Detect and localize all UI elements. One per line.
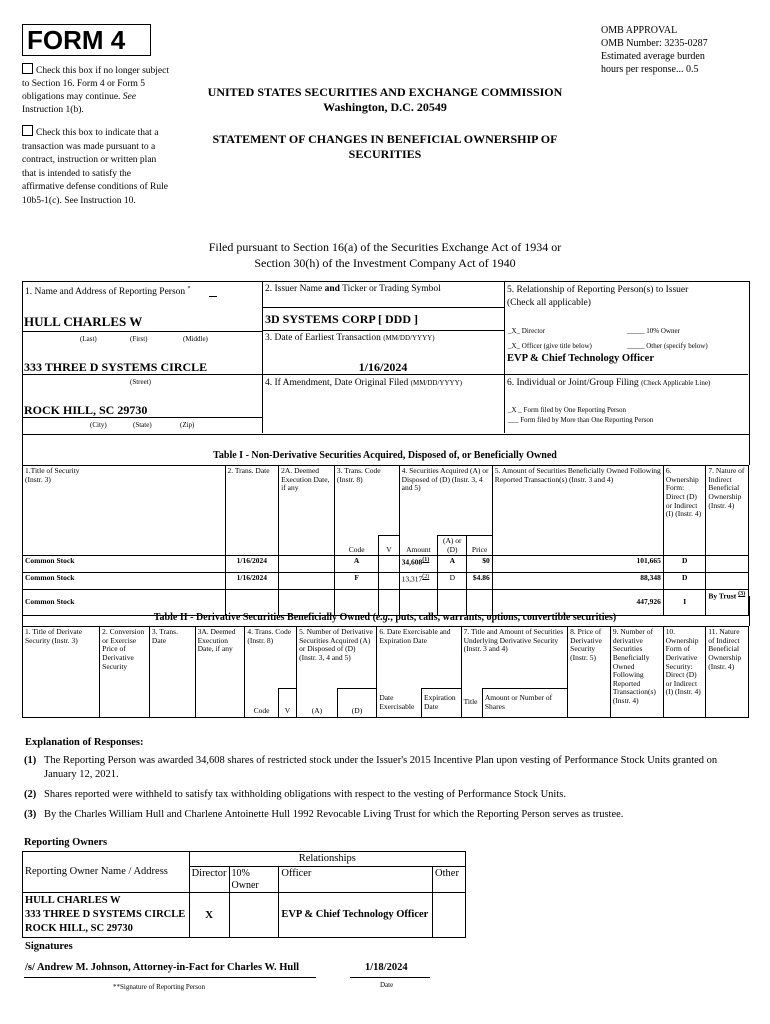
table1: [22, 465, 749, 616]
t2-sub-expiration: Expiration Date: [421, 689, 461, 718]
label-city: (City): [90, 421, 107, 429]
box5-label-1: 5. Relationship of Reporting Person(s) to Issuer: [507, 285, 689, 295]
footnote-3-link[interactable]: (3): [738, 591, 746, 598]
t1-header-securities: 4. Securities Acquired (A) or Disposed of (D) (Instr. 3, 4 and 5): [399, 466, 492, 536]
footnote-1-number: (1): [24, 755, 37, 766]
owner-ten-percent: [229, 893, 279, 938]
t2-header-deemed: 3A. Deemed Execution Date, if any: [195, 627, 245, 718]
owners-col-relationships: Relationships: [189, 852, 465, 867]
box3-format: (MM/DD/YYYY): [383, 334, 435, 342]
footnote-1-text: The Reporting Person was awarded 34,608 shares of restricted stock under the Issuer's 2015 Incentive Plan upon vesting of Performance Stock Units granted on January 12, 2021.: [44, 755, 718, 780]
t2-header-conversion: 2. Conversion or Exercise Price of Derivative Security: [100, 627, 150, 718]
signer-name: /s/ Andrew M. Johnson, Attorney-in-Fact for Charles W. Hull: [25, 962, 300, 973]
signatures-heading: Signatures: [25, 941, 73, 952]
row2-date: 1/16/2024: [225, 573, 279, 590]
table1-title: Table I - Non-Derivative Securities Acquired, Disposed of, or Beneficially Owned: [213, 450, 557, 461]
box2-label-post: Ticker or Trading Symbol: [342, 284, 441, 294]
reporting-owners-heading: Reporting Owners: [24, 837, 108, 848]
footnote-3: [24, 808, 744, 822]
statement-heading: [180, 132, 590, 162]
one-reporting-person-option[interactable]: _X _ Form filed by One Reporting Person: [508, 406, 627, 414]
filed-line-2: Section 30(h) of the Investment Company Act of 1940: [254, 256, 516, 270]
row3-owned: 447,926: [492, 590, 663, 616]
t2-header-date: 3. Trans. Date: [149, 627, 195, 718]
owner-other: [433, 893, 466, 938]
officer-checkbox[interactable]: _X_ Officer (give title below): [508, 342, 592, 350]
row1-ad: A: [438, 556, 467, 573]
footnote-2-text: Shares reported were withheld to satisfy tax withholding obligations with respect to the vesting of Performance Stock Units.: [44, 789, 566, 800]
omb-approval: [601, 24, 708, 76]
row1-code: A: [334, 556, 379, 573]
row3-nature: By Trust $^{(3)}$: [706, 590, 749, 616]
rule10b5-label: Check this box to indicate that a transaction was made pursuant to a contract, instruction or written plan that is intended to satisfy the affirmative defense conditions of Rule 10b5-1(c). See Instruction 10.: [22, 128, 168, 206]
t2-header-exercisable: 6. Date Exercisable and Expiration Date: [377, 627, 461, 689]
footnote-3-text: By the Charles William Hull and Charlene Antoinette Hull 1992 Revocable Living Trust for which the Reporting Person serves as trustee.: [44, 809, 624, 820]
t2-sub-title: Title: [461, 689, 482, 718]
row2-owned: 88,348: [492, 573, 663, 590]
t1-header-ownership-form: 6. Ownership Form: Direct (D) or Indirect (I) (Instr. 4): [663, 466, 706, 556]
row3-form: I: [663, 590, 706, 616]
earliest-transaction-date: 1/16/2024: [358, 360, 408, 374]
reporting-person-city-state: ROCK HILL, SC 29730: [24, 403, 148, 417]
row1-title: Common Stock: [23, 556, 226, 573]
table2-title-em: e.g.: [375, 612, 391, 623]
explanation-notes: [24, 754, 744, 822]
officer-title: EVP & Chief Technology Officer: [507, 353, 654, 364]
section16-label: Check this box if no longer subject to Section 16. Form 4 or Form 5 obligations may continue.: [22, 66, 169, 102]
t2-header-nature: 11. Nature of Indirect Beneficial Ownership (Instr. 4): [706, 627, 749, 718]
signature-date: 1/18/2024: [365, 962, 408, 973]
table-row: [23, 573, 749, 590]
box6-label-small: (Check Applicable Line): [641, 379, 711, 387]
t2-header-ownership-form: 10. Ownership Form of Derivative Security: Direct (D) or Indirect (I) (Instr. 4): [663, 627, 706, 718]
agency-city: Washington, D.C. 20549: [323, 100, 447, 114]
t2-sub-a: (A): [297, 689, 338, 718]
owners-col-director: Director: [189, 867, 229, 893]
box1-asterisk: *: [187, 286, 191, 292]
section16-checkbox-area: [22, 63, 172, 117]
footnote-2: [24, 788, 744, 802]
owners-col-name: Reporting Owner Name / Address: [23, 852, 190, 893]
t2-sub-amount: Amount or Number of Shares: [482, 689, 567, 718]
t2-header-title: 1. Title of Derivate Security (Instr. 3): [23, 627, 100, 718]
agency-name: UNITED STATES SECURITIES AND EXCHANGE COMMISSION: [207, 85, 563, 99]
t2-header-code: 4. Trans. Code (Instr. 8): [245, 627, 297, 689]
t1-header-title: 1.Title of Security (Instr. 3): [23, 466, 226, 556]
table2-title-post: , puts, calls, warrants, options, convertible securities): [390, 612, 617, 623]
footnote-2-link[interactable]: (2): [422, 574, 430, 581]
t2-header-price: 8. Price of Derivative Security (Instr. 5): [568, 627, 611, 718]
issuer-name: 3D SYSTEMS CORP [ DDD ]: [265, 312, 419, 326]
omb-line-4: hours per response... 0.5: [601, 64, 699, 75]
t2-sub-date-exercisable: Date Exercisable: [377, 689, 422, 718]
footnote-1-link[interactable]: (1): [422, 557, 430, 564]
rule10b5-checkbox-area: [22, 125, 172, 208]
label-street: (Street): [130, 378, 151, 386]
date-label: Date: [380, 981, 394, 989]
omb-line-1: OMB APPROVAL: [601, 25, 678, 36]
t1-sub-ad: (A) or (D): [438, 536, 467, 556]
box2-label-pre: 2. Issuer Name: [265, 284, 323, 294]
t1-header-date: 2. Trans. Date: [225, 466, 279, 556]
section16-checkbox[interactable]: [22, 63, 33, 74]
t1-header-deemed: 2A. Deemed Execution Date, if any: [279, 466, 335, 556]
section16-see: See: [122, 92, 136, 102]
box4-label-text: 4. If Amendment, Date Original Filed: [265, 378, 409, 388]
table2-title: [22, 612, 748, 623]
label-first: (First): [130, 335, 148, 343]
footnote-3-number: (3): [24, 809, 37, 820]
t2-header-number: 5. Number of Derivative Securities Acquired (A) or Disposed of (D) (Instr. 3, 4 and 5): [297, 627, 377, 689]
form-title-box: [22, 24, 151, 56]
owner-name-address: HULL CHARLES W 333 THREE D SYSTEMS CIRCLE ROCK HILL, SC 29730: [23, 893, 190, 938]
rule10b5-checkbox[interactable]: [22, 125, 33, 136]
reporting-person-name: HULL CHARLES W: [24, 314, 143, 329]
owners-col-ten-percent: 10% Owner: [229, 867, 279, 893]
label-zip: (Zip): [180, 421, 195, 429]
row1-amount: 34,608$^{(1)}$: [399, 556, 437, 573]
box2-label: [265, 284, 441, 294]
table2: [22, 626, 749, 718]
owners-col-other: Other: [433, 867, 466, 893]
t1-header-amount-owned: 5. Amount of Securities Beneficially Owned Following Reported Transaction(s) (Instr. 3 and 4): [492, 466, 663, 556]
box6-label: [507, 378, 710, 388]
row1-owned: 101,665: [492, 556, 663, 573]
row2-nature: [706, 573, 749, 590]
t2-sub-v: V: [278, 689, 296, 718]
footnote-1: [24, 754, 744, 782]
row1-v: [379, 556, 399, 573]
owners-col-officer: Officer: [279, 867, 433, 893]
row2-form: D: [663, 573, 706, 590]
t2-sub-d: (D): [337, 689, 377, 718]
label-middle: (Middle): [183, 335, 208, 343]
box2-label-and: and: [324, 284, 340, 294]
t1-sub-v: V: [379, 536, 399, 556]
explanation-heading: Explanation of Responses:: [25, 737, 144, 748]
reporting-person-street: 333 THREE D SYSTEMS CIRCLE: [24, 360, 208, 374]
form-title: FORM 4: [27, 25, 126, 55]
label-state: (State): [133, 421, 152, 429]
box4-label: [265, 378, 462, 388]
t2-sub-code: Code: [245, 689, 279, 718]
reporting-owners-table: [22, 851, 466, 938]
label-last: (Last): [80, 335, 97, 343]
filed-pursuant: [150, 239, 620, 271]
row2-title: Common Stock: [23, 573, 226, 590]
other-checkbox[interactable]: _____ Other (specify below): [627, 342, 708, 350]
box1-label: [25, 286, 191, 297]
box1-label-text: 1. Name and Address of Reporting Person: [25, 287, 186, 298]
section16-instruction: Instruction 1(b).: [22, 105, 84, 115]
box6-label-text: 6. Individual or Joint/Group Filing: [507, 378, 639, 388]
t2-header-underlying: 7. Title and Amount of Securities Underlying Derivative Security (Instr. 3 and 4): [461, 627, 568, 689]
row2-v: [379, 573, 399, 590]
row2-ad: D: [438, 573, 467, 590]
footnote-2-number: (2): [24, 789, 37, 800]
box4-format: (MM/DD/YYYY): [410, 379, 462, 387]
row2-price: $4.86: [467, 573, 492, 590]
owner-officer: EVP & Chief Technology Officer: [279, 893, 433, 938]
director-checkbox[interactable]: _X_ Director: [508, 327, 546, 335]
box5-label: [507, 284, 688, 310]
row2-amount: 13,317$^{(2)}$: [399, 573, 437, 590]
t1-header-nature: 7. Nature of Indirect Beneficial Ownership (Instr. 4): [706, 466, 749, 556]
t1-sub-price: Price: [467, 536, 492, 556]
table-row: [23, 893, 466, 938]
box3-label: [265, 333, 435, 343]
omb-line-2: OMB Number: 3235-0287: [601, 38, 708, 49]
t2-header-number-owned: 9. Number of derivative Securities Beneficially Owned Following Reported Transaction(s) (Instr. 4): [610, 627, 663, 718]
table-row: [23, 556, 749, 573]
row1-deemed: [279, 556, 335, 573]
statement-line-2: SECURITIES: [348, 147, 422, 161]
row1-form: D: [663, 556, 706, 573]
row3-title: Common Stock: [23, 590, 226, 616]
row2-deemed: [279, 573, 335, 590]
box5-label-2: (Check all applicable): [507, 298, 591, 308]
t1-header-code: 3. Trans. Code (Instr. 8): [334, 466, 399, 536]
row1-price: $0: [467, 556, 492, 573]
row2-code: F: [334, 573, 379, 590]
omb-line-3: Estimated average burden: [601, 51, 705, 62]
filed-line-1: Filed pursuant to Section 16(a) of the Securities Exchange Act of 1934 or: [208, 240, 562, 254]
ten-percent-owner-checkbox[interactable]: _____ 10% Owner: [627, 327, 680, 335]
owner-director: X: [189, 893, 229, 938]
box3-label-text: 3. Date of Earliest Transaction: [265, 333, 381, 343]
row1-date: 1/16/2024: [225, 556, 279, 573]
row1-nature: [706, 556, 749, 573]
table2-title-pre: Table II - Derivative Securities Beneficially Owned (: [153, 612, 376, 623]
agency-heading: [180, 85, 590, 115]
t1-sub-code: Code: [334, 536, 379, 556]
more-reporting-persons-option[interactable]: ___ Form filed by More than One Reporting Person: [508, 416, 654, 424]
t1-sub-amount: Amount: [399, 536, 437, 556]
signature-label: **Signature of Reporting Person: [113, 983, 205, 991]
statement-line-1: STATEMENT OF CHANGES IN BENEFICIAL OWNERSHIP OF: [212, 132, 558, 146]
